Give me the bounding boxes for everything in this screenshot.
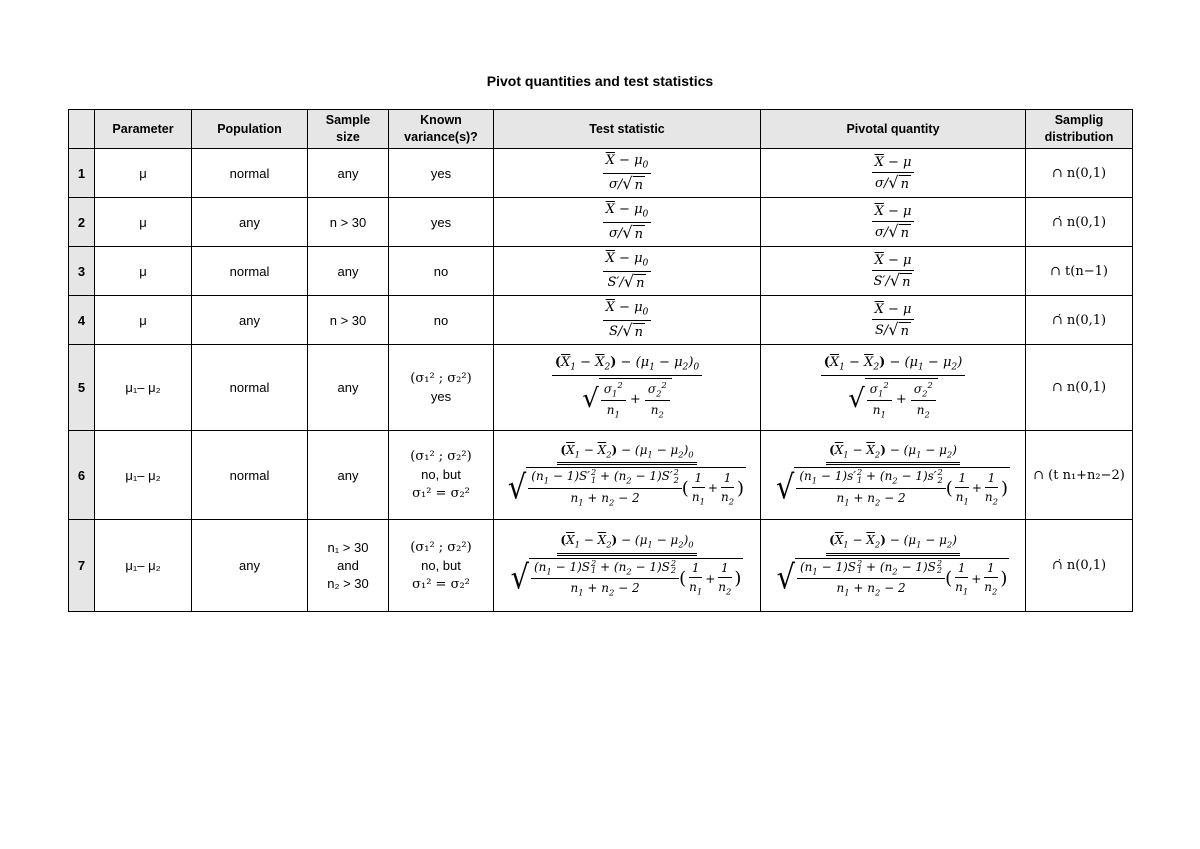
cell-test-statistic (494, 520, 761, 612)
cell-pivotal-quantity (761, 431, 1026, 520)
header-known-line1: Known (420, 113, 462, 127)
cell-distribution: ∩ n(0,1) (1026, 345, 1133, 431)
cell-population: normal (192, 149, 308, 198)
cell-sample-size: n > 30 (308, 198, 389, 247)
row-number: 3 (69, 247, 95, 296)
cell-known-variance (389, 431, 494, 520)
formula-z-test: $\overline{X} - \mu_0$ σ/ √ n (603, 153, 652, 193)
cell-population: normal (192, 247, 308, 296)
formula-pooled-z-pivot: $(\overline{X}_1 - \overline{X}_2) - (\mu_1 - \mu_2)$ √ $(n_1 - 1)S$ 2 1 + $(n_2 - 1)S$ 2 2 $n_1 + n_2 - 2$ ( $\frac{1}{n_1}$ + $\frac{1}{n_2}$ ) (776, 533, 1008, 598)
cell-known-variance (389, 345, 494, 431)
cell-pivotal-quantity (761, 520, 1026, 612)
header-dist-line1: Samplig (1054, 113, 1104, 127)
header-row (69, 110, 1133, 149)
row-number: 6 (69, 431, 95, 520)
header-parameter: Parameter (95, 110, 192, 149)
formula-s-pivot: $\overline{X} - \mu$ S/ √ n (872, 302, 915, 339)
cell-parameter: μ (95, 296, 192, 345)
formula-s-test: $\overline{X} - \mu_0$ S/ √ n (603, 300, 652, 340)
cell-known-variance: yes (389, 198, 494, 247)
formula-z-test: $\overline{X} - \mu_0$ σ/ √ n (603, 202, 652, 242)
row-number: 5 (69, 345, 95, 431)
formula-two-sample-z-test: $(\overline{X}_1 - \overline{X}_2) - (\mu_1 - \mu_2)_0$ √ $\frac{\sigma_1^2}{n_1}$ + $\frac{\sigma_2^2}{n_2}$ (552, 355, 702, 419)
cell-sample-size: n > 30 (308, 296, 389, 345)
cell-pivotal-quantity (761, 247, 1026, 296)
cell-test-statistic (494, 345, 761, 431)
formula-pooled-t-test: $(\overline{X}_1 - \overline{X}_2) - (\mu_1 - \mu_2)_0$ √ $(n_1 - 1)S'$ 2 1 + $(n_2 - 1)S'$ 2 2 $n_1 + n_2 - 2$ ( $\frac{1}{n_1}$ + $\frac{1}{n_2}$ ) (507, 442, 745, 508)
table-row (69, 198, 1133, 247)
cell-distribution: ∩ n(0,1) (1026, 149, 1133, 198)
cell-sample-size (308, 520, 389, 612)
cell-test-statistic (494, 198, 761, 247)
cell-pivotal-quantity (761, 198, 1026, 247)
formula-z-pivot: $\overline{X} - \mu$ σ/ √ n (872, 204, 915, 241)
cell-test-statistic (494, 149, 761, 198)
cell-parameter: μ₁– μ₂ (95, 520, 192, 612)
cell-test-statistic (494, 296, 761, 345)
header-sample-size-line1: Sample (325, 113, 371, 127)
page-title: Pivot quantities and test statistics (486, 73, 714, 89)
table-row (69, 296, 1133, 345)
cell-population: any (192, 520, 308, 612)
formula-pooled-z-test: $(\overline{X}_1 - \overline{X}_2) - (\mu_1 - \mu_2)_0$ √ $(n_1 - 1)S$ 2 1 + $(n_2 - 1)S$ 2 2 $n_1 + n_2 - 2$ ( $\frac{1}{n_1}$ + $\frac{1}{n_2}$ ) (510, 533, 742, 598)
cell-sample-size: any (308, 247, 389, 296)
table-row (69, 247, 1133, 296)
formula-z-pivot: $\overline{X} - \mu$ σ/ √ n (872, 155, 915, 192)
cell-distribution: ∩̇ n(0,1) (1026, 198, 1133, 247)
cell-population: any (192, 296, 308, 345)
row-number: 4 (69, 296, 95, 345)
formula-t-pivot: $\overline{X} - \mu$ S′/ √ n (871, 253, 916, 290)
header-test-statistic: Test statistic (494, 110, 761, 149)
cell-population: any (192, 198, 308, 247)
cell-parameter: μ (95, 149, 192, 198)
known-condition: σ₁² = σ₂² (412, 576, 470, 592)
header-sample-size-line2: size (336, 130, 360, 144)
cell-known-variance: no (389, 296, 494, 345)
table-row (69, 345, 1133, 431)
row-number: 2 (69, 198, 95, 247)
cell-distribution: ∩̇ n(0,1) (1026, 520, 1133, 612)
header-sampling-distribution (1026, 110, 1133, 149)
corner-cell (69, 110, 95, 149)
known-variances: (σ₁² ; σ₂²) (410, 539, 472, 555)
row-number: 7 (69, 520, 95, 612)
header-population: Population (192, 110, 308, 149)
cell-parameter: μ₁– μ₂ (95, 345, 192, 431)
cell-sample-size: any (308, 345, 389, 431)
header-known-variance (389, 110, 494, 149)
table-row (69, 431, 1133, 520)
sample-size-line1: n₁ > 30 (327, 539, 369, 555)
cell-sample-size: any (308, 149, 389, 198)
cell-pivotal-quantity (761, 149, 1026, 198)
cell-known-variance: no (389, 247, 494, 296)
sample-size-line2: and (337, 557, 359, 573)
sample-size-line3: n₂ > 30 (327, 575, 369, 591)
known-variances: (σ₁² ; σ₂²) (410, 371, 472, 386)
cell-distribution: ∩ t(n−1) (1026, 247, 1133, 296)
cell-known-variance: yes (389, 149, 494, 198)
cell-parameter: μ (95, 247, 192, 296)
cell-test-statistic (494, 247, 761, 296)
table-row (69, 149, 1133, 198)
known-answer: yes (430, 389, 452, 404)
known-variances: (σ₁² ; σ₂²) (410, 449, 472, 464)
cell-known-variance (389, 520, 494, 612)
known-answer: no, but (421, 557, 461, 573)
cell-pivotal-quantity (761, 296, 1026, 345)
header-known-line2: variance(s)? (404, 130, 478, 144)
cell-distribution: ∩̇ n(0,1) (1026, 296, 1133, 345)
cell-test-statistic (494, 431, 761, 520)
cell-sample-size: any (308, 431, 389, 520)
table-row (69, 520, 1133, 612)
known-condition: σ₁² = σ₂² (412, 486, 470, 501)
header-pivotal-quantity: Pivotal quantity (761, 110, 1026, 149)
header-dist-line2: distribution (1044, 130, 1114, 144)
formula-pooled-t-pivot: $(\overline{X}_1 - \overline{X}_2) - (\mu_1 - \mu_2)$ √ $(n_1 - 1)s'$ 2 1 + $(n_2 - 1)s'$ 2 2 $n_1 + n_2 - 2$ ( $\frac{1}{n_1}$ + $\frac{1}{n_2}$ ) (775, 442, 1009, 508)
cell-pivotal-quantity (761, 345, 1026, 431)
cell-distribution: ∩ (t n₁+n₂−2) (1026, 431, 1133, 520)
cell-population: normal (192, 431, 308, 520)
pivot-table (68, 109, 1133, 612)
header-sample-size (308, 110, 389, 149)
cell-population: normal (192, 345, 308, 431)
cell-parameter: μ₁– μ₂ (95, 431, 192, 520)
row-number: 1 (69, 149, 95, 198)
formula-two-sample-z-pivot: $(\overline{X}_1 - \overline{X}_2) - (\mu_1 - \mu_2)$ √ $\frac{\sigma_1^2}{n_1}$ + $\frac{\sigma_2^2}{n_2}$ (821, 355, 966, 419)
formula-t-test: $\overline{X} - \mu_0$ S′/ √ n (603, 251, 652, 291)
known-answer: no, but (421, 467, 461, 482)
cell-parameter: μ (95, 198, 192, 247)
